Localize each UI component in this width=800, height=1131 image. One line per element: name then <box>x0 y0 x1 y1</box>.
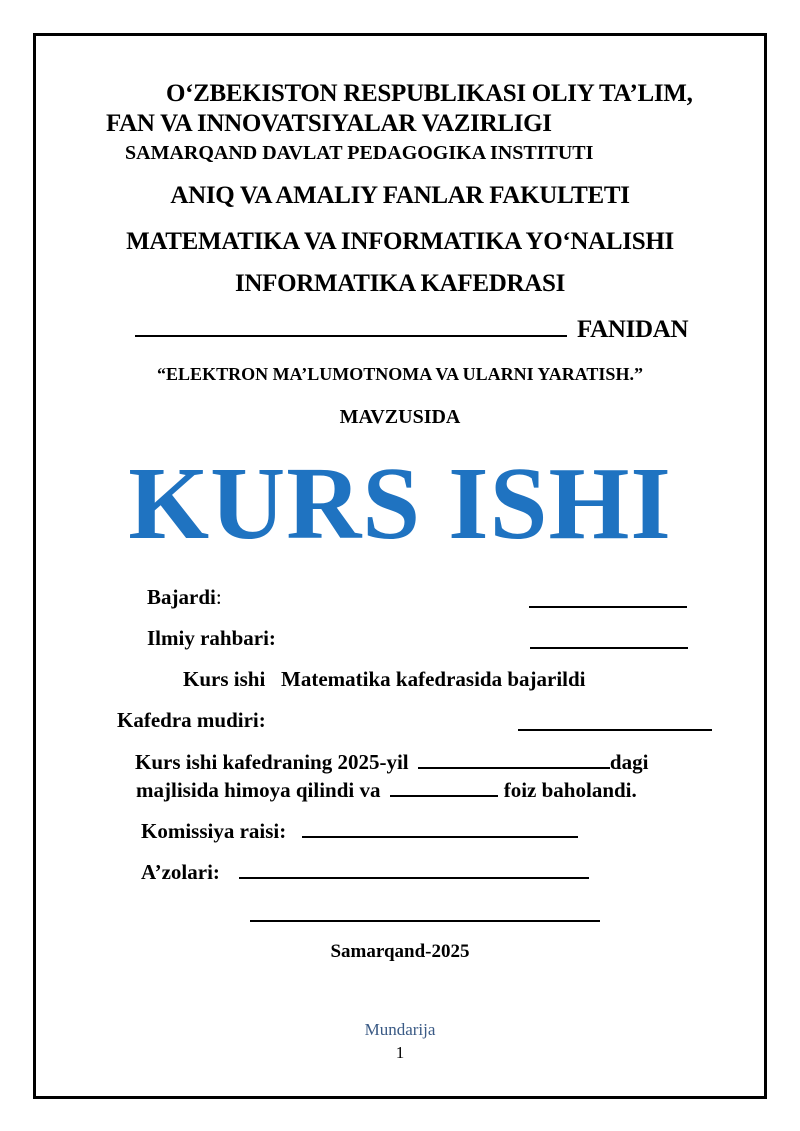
supervisor-label: Ilmiy rahbari: <box>147 626 276 650</box>
commission-chair-label: Komissiya raisi: <box>141 819 287 843</box>
members <box>141 859 589 885</box>
grade-blank <box>390 777 498 797</box>
page-number: 1 <box>395 1043 405 1062</box>
commission-chair <box>141 818 578 844</box>
performer-blank-line <box>529 584 687 608</box>
city-year: Samarqand-2025 <box>330 941 470 962</box>
performer-colon: : <box>215 585 222 609</box>
contents-link[interactable]: Mundarija <box>364 1020 436 1039</box>
direction-name: MATEMATIKA VA INFORMATIKA YO‘NALISHI <box>126 228 674 255</box>
defense-line-2 <box>136 777 637 803</box>
subject-line <box>135 316 688 344</box>
topic-title: “ELEKTRON MA’LUMOTNOMA VA ULARNI YARATISH.” <box>157 364 643 384</box>
supervisor-blank <box>530 625 688 654</box>
members-line-2 <box>250 900 600 927</box>
performer-label <box>147 585 222 610</box>
defense-line-1 <box>135 749 648 775</box>
document-title: KURS ISHI <box>128 446 672 561</box>
commission-chair-blank <box>302 818 578 838</box>
subject-blank <box>135 335 567 337</box>
performer-blank <box>529 584 687 613</box>
defense-line-1-end: dagi <box>609 750 649 774</box>
defense-line-2-start: majlisida himoya qilindi va <box>136 778 381 802</box>
members-blank-1 <box>239 859 589 879</box>
head-blank <box>518 707 712 736</box>
supervisor-blank-line <box>530 625 688 649</box>
faculty-name: ANIQ VA AMALIY FANLAR FAKULTETI <box>170 182 630 209</box>
subject-suffix: FANIDAN <box>576 316 689 343</box>
topic-suffix: MAVZUSIDA <box>339 406 461 428</box>
completed-text: Kurs ishi Matematika kafedrasida bajarildi <box>183 667 586 691</box>
head-label: Kafedra mudiri: <box>117 708 266 732</box>
ministry-line-2: FAN VA INNOVATSIYALAR VAZIRLIGI <box>106 110 552 137</box>
members-blank-2 <box>250 900 600 922</box>
department-name: INFORMATIKA KAFEDRASI <box>234 270 566 297</box>
members-label: A’zolari: <box>141 860 220 884</box>
institute-name: SAMARQAND DAVLAT PEDAGOGIKA INSTITUTI <box>125 142 594 164</box>
defense-date-blank <box>418 749 610 769</box>
defense-line-2-end: foiz baholandi. <box>503 778 637 802</box>
ministry-line-1: O‘ZBEKISTON RESPUBLIKASI OLIY TA’LIM, <box>166 80 693 107</box>
head-blank-line <box>518 707 712 731</box>
performer-label-text: Bajardi <box>147 585 216 609</box>
defense-line-1-start: Kurs ishi kafedraning 2025-yil <box>135 750 409 774</box>
